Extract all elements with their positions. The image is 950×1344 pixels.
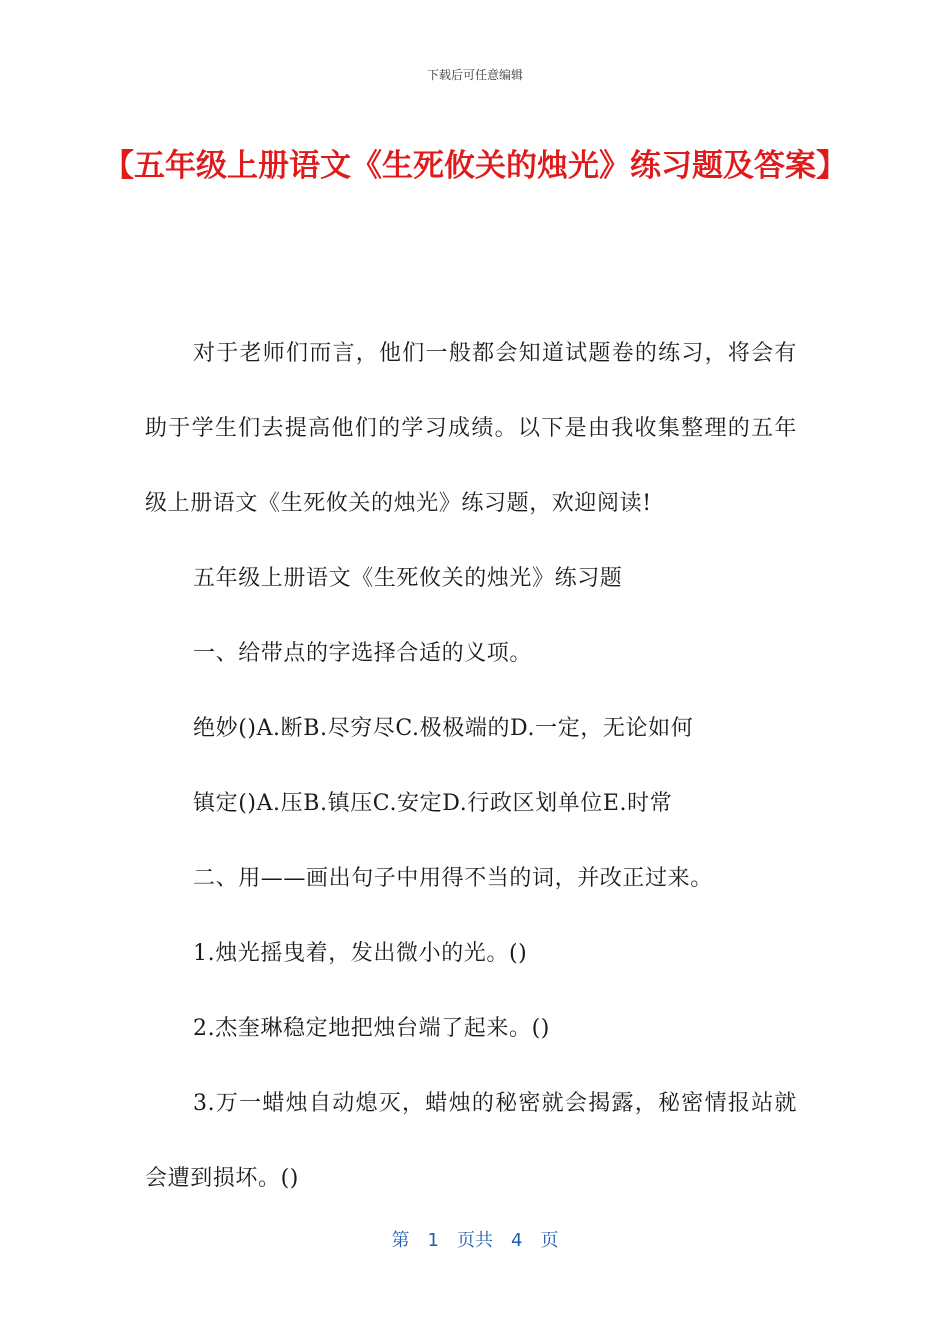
page-label-prefix: 第 <box>391 1230 410 1251</box>
document-body <box>145 316 797 1216</box>
document-title: 【五年级上册语文《生死攸关的烛光》练习题及答案】 <box>103 148 847 184</box>
page-current: 1 <box>427 1230 439 1251</box>
question-item: 2.杰奎琳稳定地把烛台端了起来。() <box>193 1016 550 1041</box>
page-total: 4 <box>511 1230 523 1251</box>
exercise-heading: 五年级上册语文《生死攸关的烛光》练习题 <box>193 566 623 591</box>
question-item: 镇定()A.压B.镇压C.安定D.行政区划单位E.时常 <box>193 791 673 816</box>
question-item: 绝妙()A.断B.尽穷尽C.极极端的D.一定，无论如何 <box>193 716 694 741</box>
page-label-mid: 页共 <box>457 1230 493 1251</box>
page-footer <box>0 1226 950 1252</box>
question-section-1: 一、给带点的字选择合适的义项。 <box>193 641 533 666</box>
question-item: 1.烛光摇曳着，发出微小的光。() <box>193 941 528 966</box>
intro-paragraph: 对于老师们而言，他们一般都会知道试题卷的练习，将会有助于学生们去提高他们的学习成绩。以下是由我收集整理的五年级上册语文《生死攸关的烛光》练习题，欢迎阅读! <box>145 341 797 516</box>
header-note: 下载后可任意编辑 <box>426 68 523 82</box>
question-item: 3.万一蜡烛自动熄灭，蜡烛的秘密就会揭露，秘密情报站就会遭到损坏。() <box>145 1091 797 1191</box>
page-label-suffix: 页 <box>540 1230 559 1251</box>
question-section-2: 二、用——画出句子中用得不当的词，并改正过来。 <box>193 866 713 891</box>
